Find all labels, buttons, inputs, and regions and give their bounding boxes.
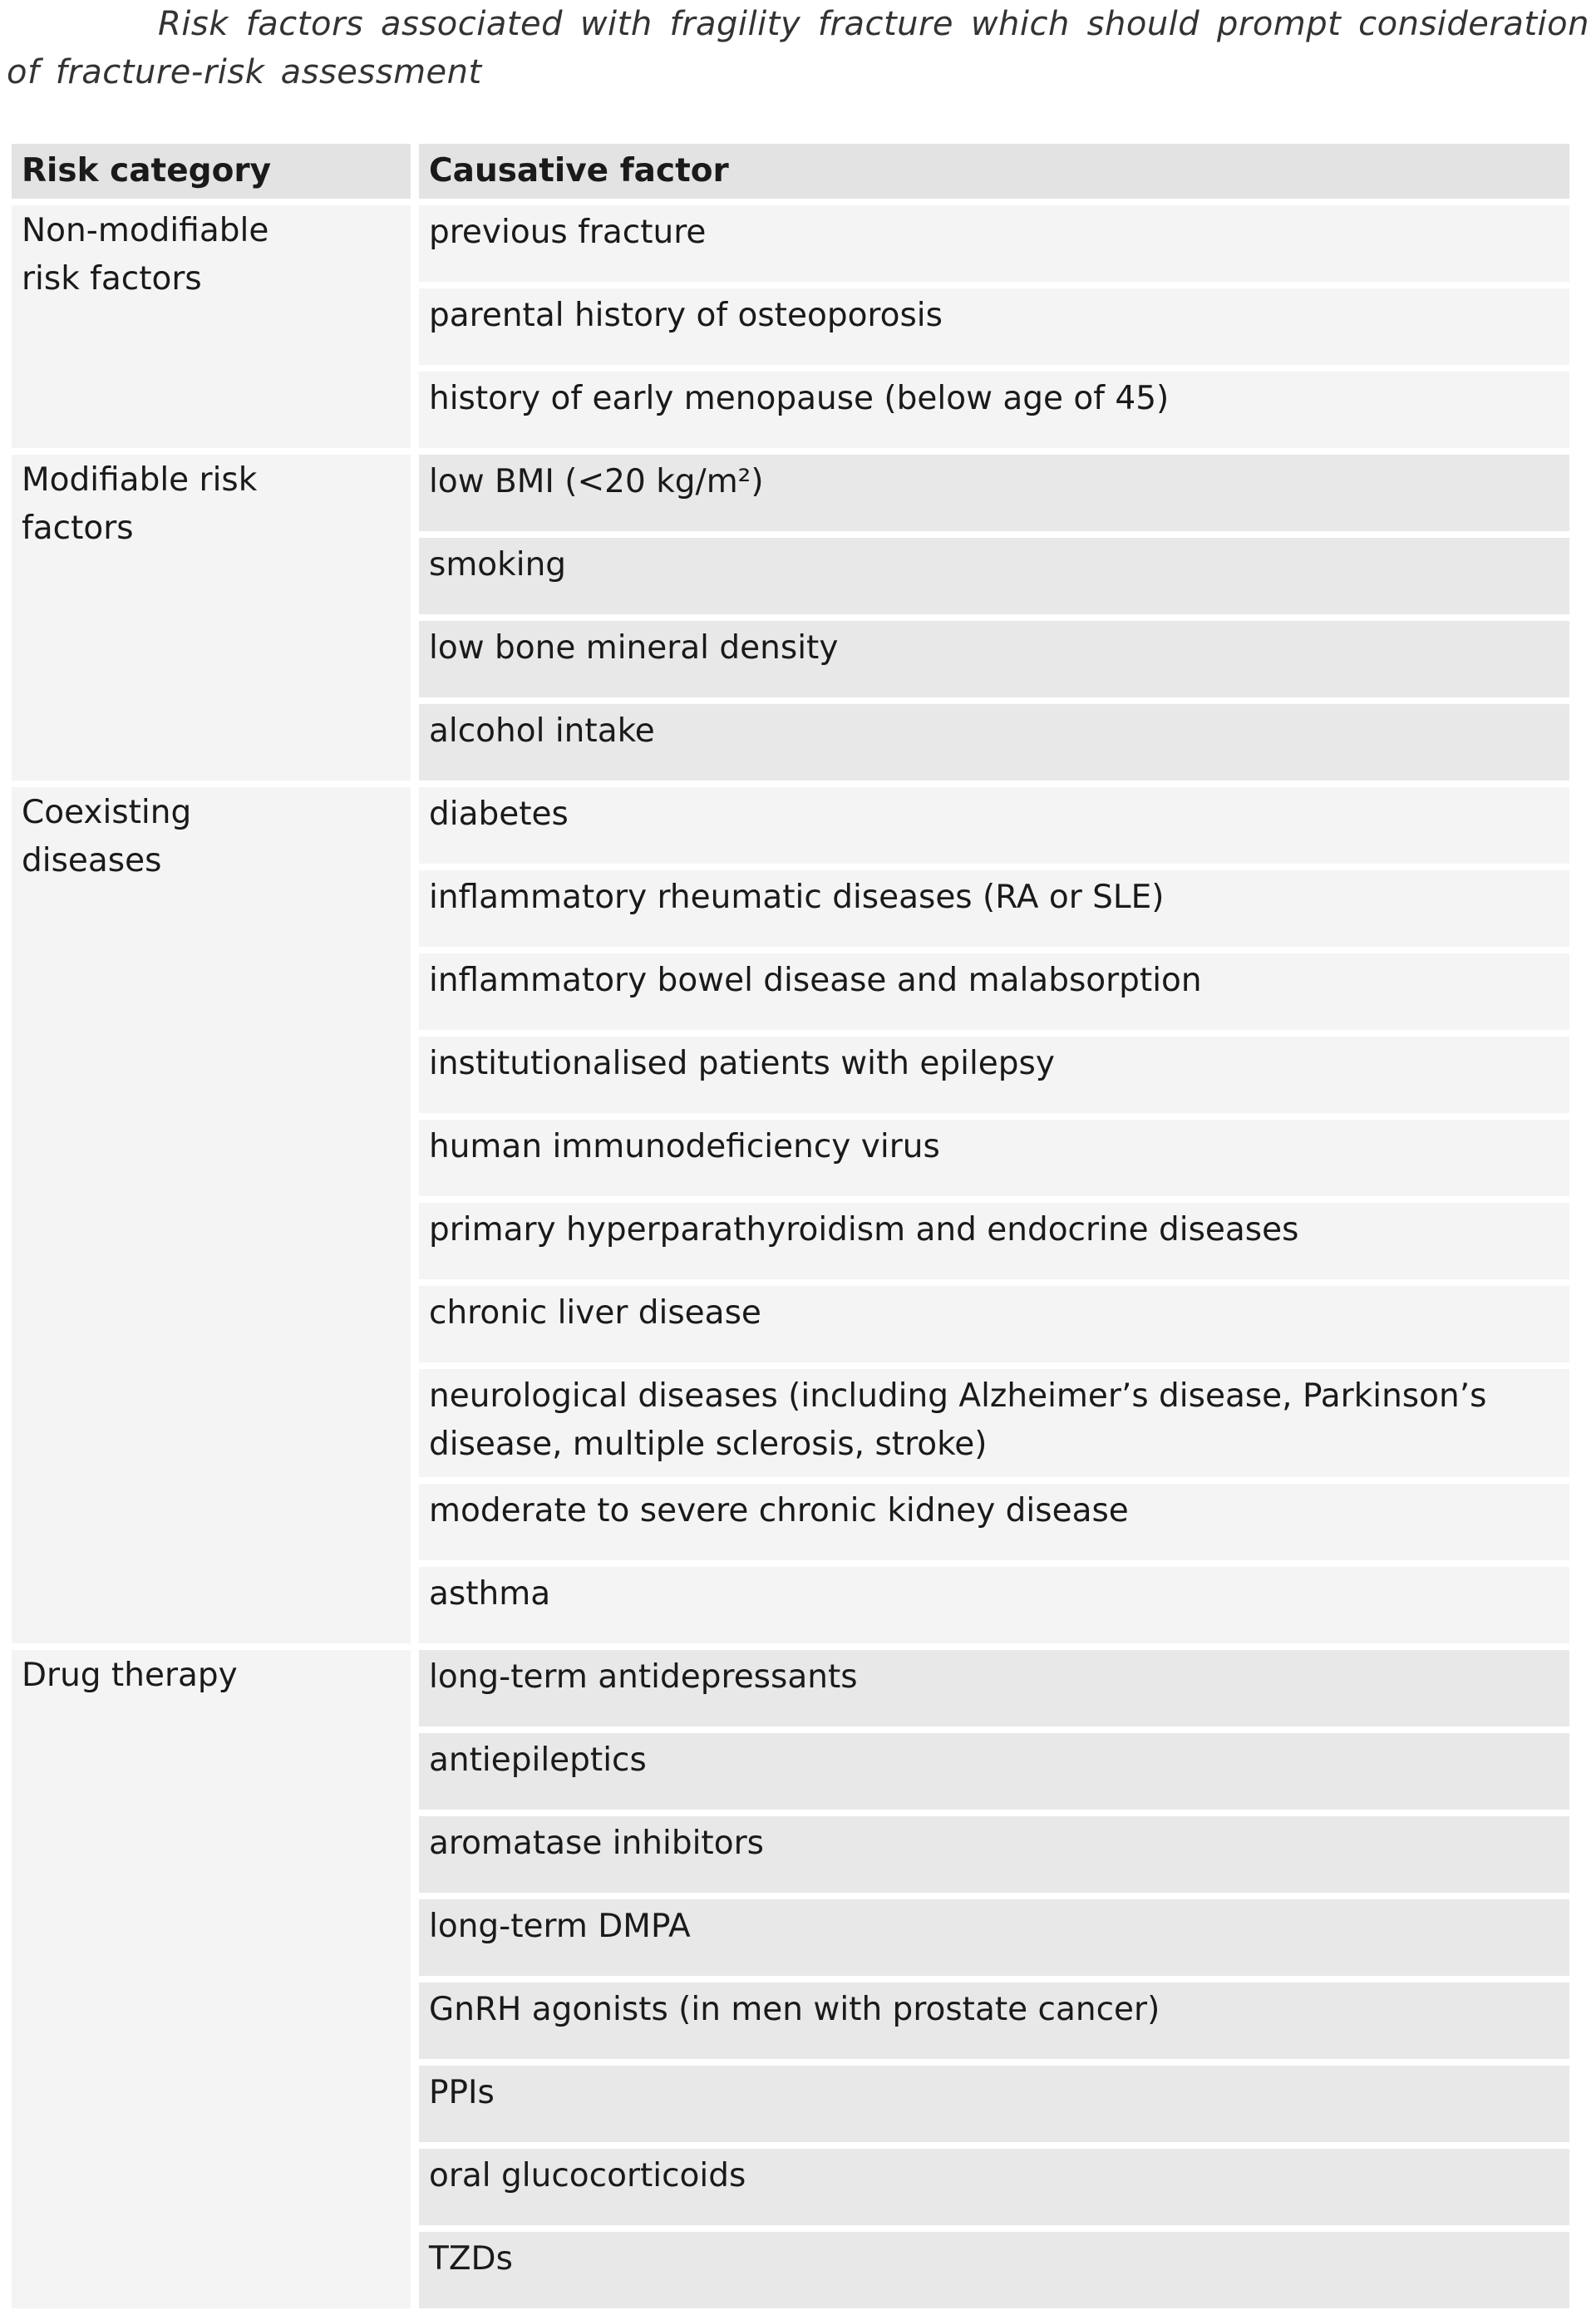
factor-cell: diabetes <box>419 787 1569 864</box>
table-row <box>12 787 1569 864</box>
category-cell-modifiable <box>12 455 411 781</box>
factor-cell: PPIs <box>419 2066 1569 2142</box>
category-cell-drug-therapy <box>12 1650 411 2308</box>
category-cell-non-modifiable <box>12 205 411 448</box>
factor-cell: primary hyperparathyroidism and endocrine diseases <box>419 1203 1569 1279</box>
header-risk-category: Risk category <box>12 144 411 199</box>
factor-cell: aromatase inhibitors <box>419 1816 1569 1893</box>
category-label: Coexisting diseases <box>22 794 192 879</box>
factor-cell: previous fracture <box>419 205 1569 282</box>
factor-cell: neurological diseases (including Alzheimer’s disease, Parkinson’s disease, multiple sclerosis, stroke) <box>419 1369 1569 1477</box>
factor-cell: alcohol intake <box>419 704 1569 781</box>
category-label: Drug therapy <box>22 1657 238 1694</box>
factor-cell: GnRH agonists (in men with prostate cancer) <box>419 1983 1569 2059</box>
table-row <box>12 1650 1569 1726</box>
factor-cell: institutionalised patients with epilepsy <box>419 1037 1569 1113</box>
factor-cell: long-term antidepressants <box>419 1650 1569 1726</box>
table-caption: Risk factors associated with fragility fracture which should prompt consideration of fracture-risk assessment <box>7 5 1589 91</box>
factor-cell: low bone mineral density <box>419 621 1569 697</box>
factor-cell: moderate to severe chronic kidney disease <box>419 1484 1569 1560</box>
factor-cell: human immunodeficiency virus <box>419 1120 1569 1196</box>
factor-cell: TZDs <box>419 2232 1569 2308</box>
category-label: Non-modifiable risk factors <box>22 212 269 298</box>
factor-cell: parental history of osteoporosis <box>419 288 1569 365</box>
factor-cell: inflammatory bowel disease and malabsorption <box>419 953 1569 1030</box>
table-header-row <box>12 144 1569 199</box>
header-causative-factor: Causative factor <box>419 144 1569 199</box>
factor-cell: smoking <box>419 538 1569 614</box>
factor-cell: oral glucocorticoids <box>419 2149 1569 2225</box>
factor-cell: history of early menopause (below age of 45) <box>419 372 1569 448</box>
factor-cell: chronic liver disease <box>419 1286 1569 1362</box>
factor-cell: asthma <box>419 1567 1569 1643</box>
table-row <box>12 205 1569 282</box>
factor-cell: low BMI (<20 kg/m²) <box>419 455 1569 531</box>
factor-cell: long-term DMPA <box>419 1899 1569 1976</box>
factor-cell: antiepileptics <box>419 1733 1569 1810</box>
category-cell-coexisting-diseases <box>12 787 411 1643</box>
category-label: Modifiable risk factors <box>22 461 258 547</box>
factor-cell: inflammatory rheumatic diseases (RA or SLE) <box>419 870 1569 947</box>
risk-factor-table <box>3 137 1578 2315</box>
table-row <box>12 455 1569 531</box>
